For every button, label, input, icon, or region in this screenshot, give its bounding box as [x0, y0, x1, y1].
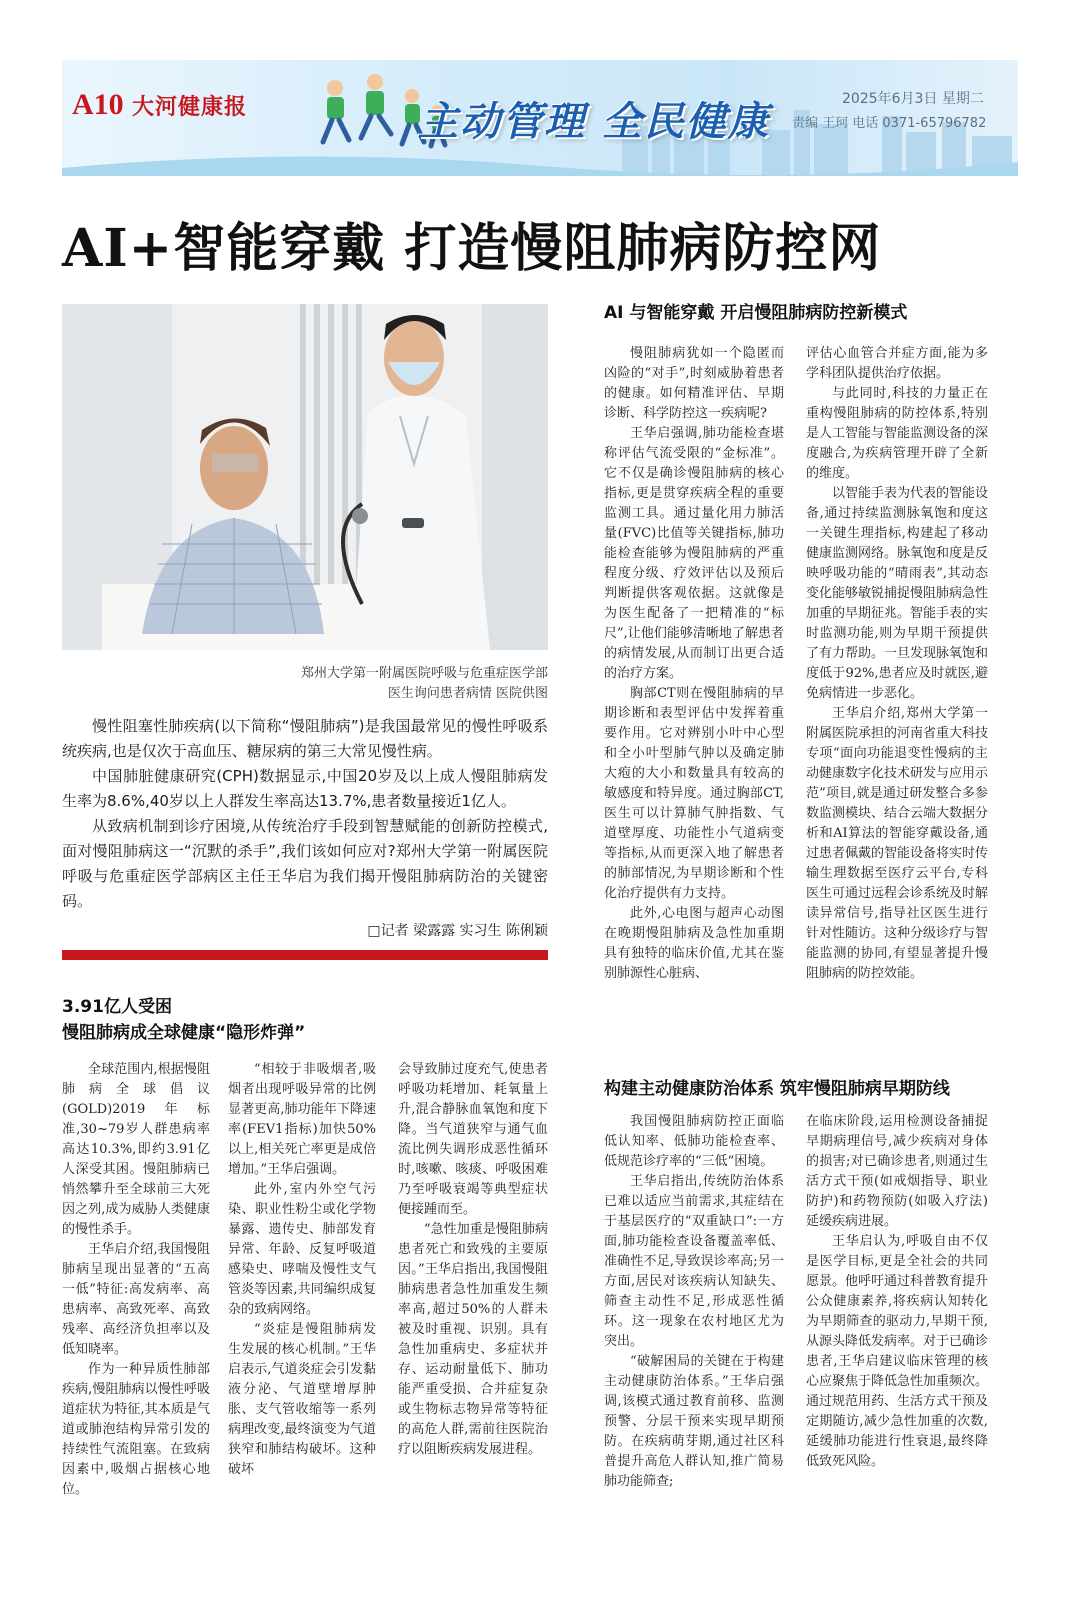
- byline: □记者 梁露露 实习生 陈俐颖: [367, 923, 548, 939]
- body-paragraph: 王华启介绍,郑州大学第一附属医院承担的河南省重大科技专项“面向功能退变性慢病的主动健康数字化技术研发与应用示范”项目,就是通过研发整合多参数监测模块、结合云端大数据分析和AI算法的智能穿戴设备,通过患者佩戴的智能设备将实时传输生理数据至医疗云平台,专科医生可通过远程会诊系统及时解读异常信号,指导社区医生进行针对性随访。这种分级诊疗与智能监测的协同,有望显著提升慢阻肺病的防控效能。: [806, 706, 988, 981]
- text-column: [806, 1112, 988, 1542]
- body-paragraph: 我国慢阻肺病防控正面临低认知率、低肺功能检查率、低规范诊疗率的“三低”困境。: [604, 1114, 784, 1169]
- lead-paragraph: 中国肺脏健康研究(CPH)数据显示,中国20岁及以上成人慢阻肺病发生率为8.6%,40岁以上人群发生率高达13.7%,患者数量接近1亿人。: [62, 767, 548, 810]
- text-column: [62, 1060, 210, 1550]
- body-paragraph: “急性加重是慢阻肺病患者死亡和致残的主要原因。”王华启指出,我国慢阻肺病患者急性加重发生频率高,超过50%的人群未被及时重视、识别。具有急性加重病史、多症状并存、运动耐量低下、肺功能严重受损、合并症复杂或生物标志物异常等特征的高危人群,需前往医院治疗以阻断疾病发展进程。: [398, 1222, 548, 1457]
- body-paragraph: 评估心血管合并症方面,能为多学科团队提供治疗依据。: [806, 346, 988, 381]
- lead-paragraph: 慢性阻塞性肺疾病(以下简称“慢阻肺病”)是我国最常见的慢性呼吸系统疾病,也是仅次于高血压、糖尿病的第三大常见慢性病。: [62, 717, 548, 760]
- body-paragraph: 作为一种异质性肺部疾病,慢阻肺病以慢性呼吸道症状为特征,其本质是气道或肺泡结构异常引发的持续性气流阻塞。在致病因素中,吸烟占据核心地位。: [62, 1362, 210, 1497]
- body-paragraph: 王华启认为,呼吸自由不仅是医学目标,更是全社会的共同愿景。他呼吁通过科普教育提升公众健康素养,将疾病认知转化为早期筛查的驱动力,早期干预,从源头降低发病率。对于已确诊患者,王华启建议临床管理的核心应聚焦于降低急性加重频次。通过规范用药、生活方式干预及定期随访,减少急性加重的次数,延缓肺功能进行性衰退,最终降低致死风险。: [806, 1234, 988, 1469]
- body-paragraph: “破解困局的关键在于构建主动健康防治体系。”王华启强调,该模式通过教育前移、监测预警、分层干预来实现早期预防。在疾病萌芽期,通过社区科普提升高危人群认知,推广简易肺功能筛查;: [604, 1354, 784, 1489]
- text-column: [604, 1112, 784, 1542]
- section-heading-line: 慢阻肺病成全球健康“隐形炸弹”: [62, 1023, 306, 1043]
- body-paragraph: 此外,心电图与超声心动图在晚期慢阻肺病及急性加重期具有独特的临床价值,尤其在鉴别肺源性心脏病、: [604, 906, 784, 981]
- caption-line-2: 医生询问患者病情 医院供图: [387, 686, 548, 701]
- masthead-banner: [62, 60, 1018, 176]
- text-column: [604, 344, 784, 1044]
- section-heading-line: 3.91亿人受困: [62, 997, 172, 1017]
- publication-date: 2025年6月3日 星期二: [842, 91, 984, 107]
- body-paragraph: 以智能手表为代表的智能设备,通过持续监测脉氧饱和度这一关键生理指标,构建起了移动健康监测网络。脉氧饱和度是反映呼吸功能的“晴雨表”,其动态变化能够敏锐捕捉慢阻肺病急性加重的早期征兆。智能手表的实时监测功能,则为早期干预提供了有力帮助。一旦发现脉氧饱和度低于92%,患者应及时就医,避免病情进一步恶化。: [806, 486, 988, 701]
- body-paragraph: 在临床阶段,运用检测设备捕捉早期病理信号,减少疾病对身体的损害;对已确诊患者,则通过生活方式干预(如戒烟指导、职业防护)和药物预防(如吸入疗法)延缓疾病进展。: [806, 1114, 988, 1229]
- body-paragraph: 胸部CT则在慢阻肺病的早期诊断和表型评估中发挥着重要作用。它对辨别小叶中心型和全小叶型肺气肿以及确定肺大疱的大小和数量具有较高的敏感度和特异度。通过胸部CT,医生可以计算肺气肿指数、气道壁厚度、功能性小气道病变等指标,从而更深入地了解患者的肺部情况,为早期诊断和个性化治疗提供有力支持。: [604, 686, 784, 901]
- body-paragraph: 王华启介绍,我国慢阻肺病呈现出显著的“五高一低”特征:高发病率、高患病率、高致死率、高致残率、高经济负担率以及低知晓率。: [62, 1242, 210, 1357]
- section-heading: 构建主动健康防治体系 筑牢慢阻肺病早期防线: [604, 1079, 950, 1099]
- doctor-patient-photo: [62, 304, 548, 650]
- text-column: [398, 1060, 548, 1550]
- section-heading: [62, 994, 548, 1046]
- lead-text: [62, 714, 548, 914]
- body-paragraph: 会导致肺过度充气,使患者呼吸功耗增加、耗氧量上升,混合静脉血氧饱和度下降。当气道狭窄与通气血流比例失调形成恶性循环时,咳嗽、咳痰、呼吸困难乃至呼吸衰竭等典型症状便接踵而至。: [398, 1062, 548, 1217]
- body-paragraph: 慢阻肺病犹如一个隐匿而凶险的“对手”,时刻威胁着患者的健康。如何精准评估、早期诊断、科学防控这一疾病呢?: [604, 346, 784, 421]
- photo-caption: [200, 664, 548, 704]
- page-number: A10: [72, 88, 124, 121]
- body-paragraph: “炎症是慢阻肺病发生发展的核心机制。”王华启表示,气道炎症会引发黏液分泌、气道壁增厚肿胀、支气管收缩等一系列病理改变,最终演变为气道狭窄和肺结构破坏。这种破坏: [228, 1322, 376, 1477]
- body-paragraph: 全球范围内,根据慢阻肺病全球倡议(GOLD)2019年标准,30~79岁人群患病率高达10.3%,即约3.91亿人深受其困。慢阻肺病已悄然攀升至全球前三大死因之列,成为威胁人类健康的慢性杀手。: [62, 1062, 210, 1237]
- body-paragraph: 与此同时,科技的力量正在重构慢阻肺病的防控体系,特别是人工智能与智能监测设备的深度融合,为疾病管理开辟了全新的维度。: [806, 386, 988, 481]
- section-heading: AI 与智能穿戴 开启慢阻肺病防控新模式: [604, 303, 908, 323]
- article-photo: [62, 304, 548, 650]
- body-paragraph: “相较于非吸烟者,吸烟者出现呼吸异常的比例显著更高,肺功能年下降速率(FEV1指标)加快50%以上,相关死亡率更是成倍增加。”王华启强调。: [228, 1062, 376, 1177]
- section-divider: [62, 950, 548, 960]
- slogan: 主动管理 全民健康: [418, 99, 770, 145]
- caption-line-1: 郑州大学第一附属医院呼吸与危重症医学部: [300, 666, 548, 681]
- body-paragraph: 此外,室内外空气污染、职业性粉尘或化学物暴露、遗传史、肺部发育异常、年龄、反复呼吸道感染史、哮喘及慢性支气管炎等因素,共同编织成复杂的致病网络。: [228, 1182, 376, 1317]
- body-paragraph: 王华启强调,肺功能检查堪称评估气流受限的“金标准”。它不仅是确诊慢阻肺病的核心指标,更是贯穿疾病全程的重要监测工具。通过量化用力肺活量(FVC)比值等关键指标,肺功能检查能够为慢阻肺病的严重程度分级、疗效评估以及预后判断提供客观依据。这就像是为医生配备了一把精准的“标尺”,让他们能够清晰地了解患者的病情发展,从而制订出更合适的治疗方案。: [604, 426, 784, 681]
- headline: AI+智能穿戴 打造慢阻肺病防控网: [62, 218, 882, 279]
- paper-name: 大河健康报: [132, 94, 248, 120]
- lead-paragraph: 从致病机制到诊疗困境,从传统治疗手段到智慧赋能的创新防控模式,面对慢阻肺病这一“沉默的杀手”,我们该如何应对?郑州大学第一附属医院呼吸与危重症医学部病区主任王华启为我们揭开慢阻肺病防治的关键密码。: [62, 817, 548, 910]
- text-column: [806, 344, 988, 1044]
- text-column: [228, 1060, 376, 1550]
- body-paragraph: 王华启指出,传统防治体系已难以适应当前需求,其症结在于基层医疗的“双重缺口”:一方面,肺功能检查设备覆盖率低、准确性不足,导致误诊率高;另一方面,居民对该疾病认知缺失、筛查主动性不足,形成恶性循环。这一现象在农村地区尤为突出。: [604, 1174, 784, 1349]
- editor-contact: 责编 王珂 电话 0371-65796782: [792, 116, 987, 131]
